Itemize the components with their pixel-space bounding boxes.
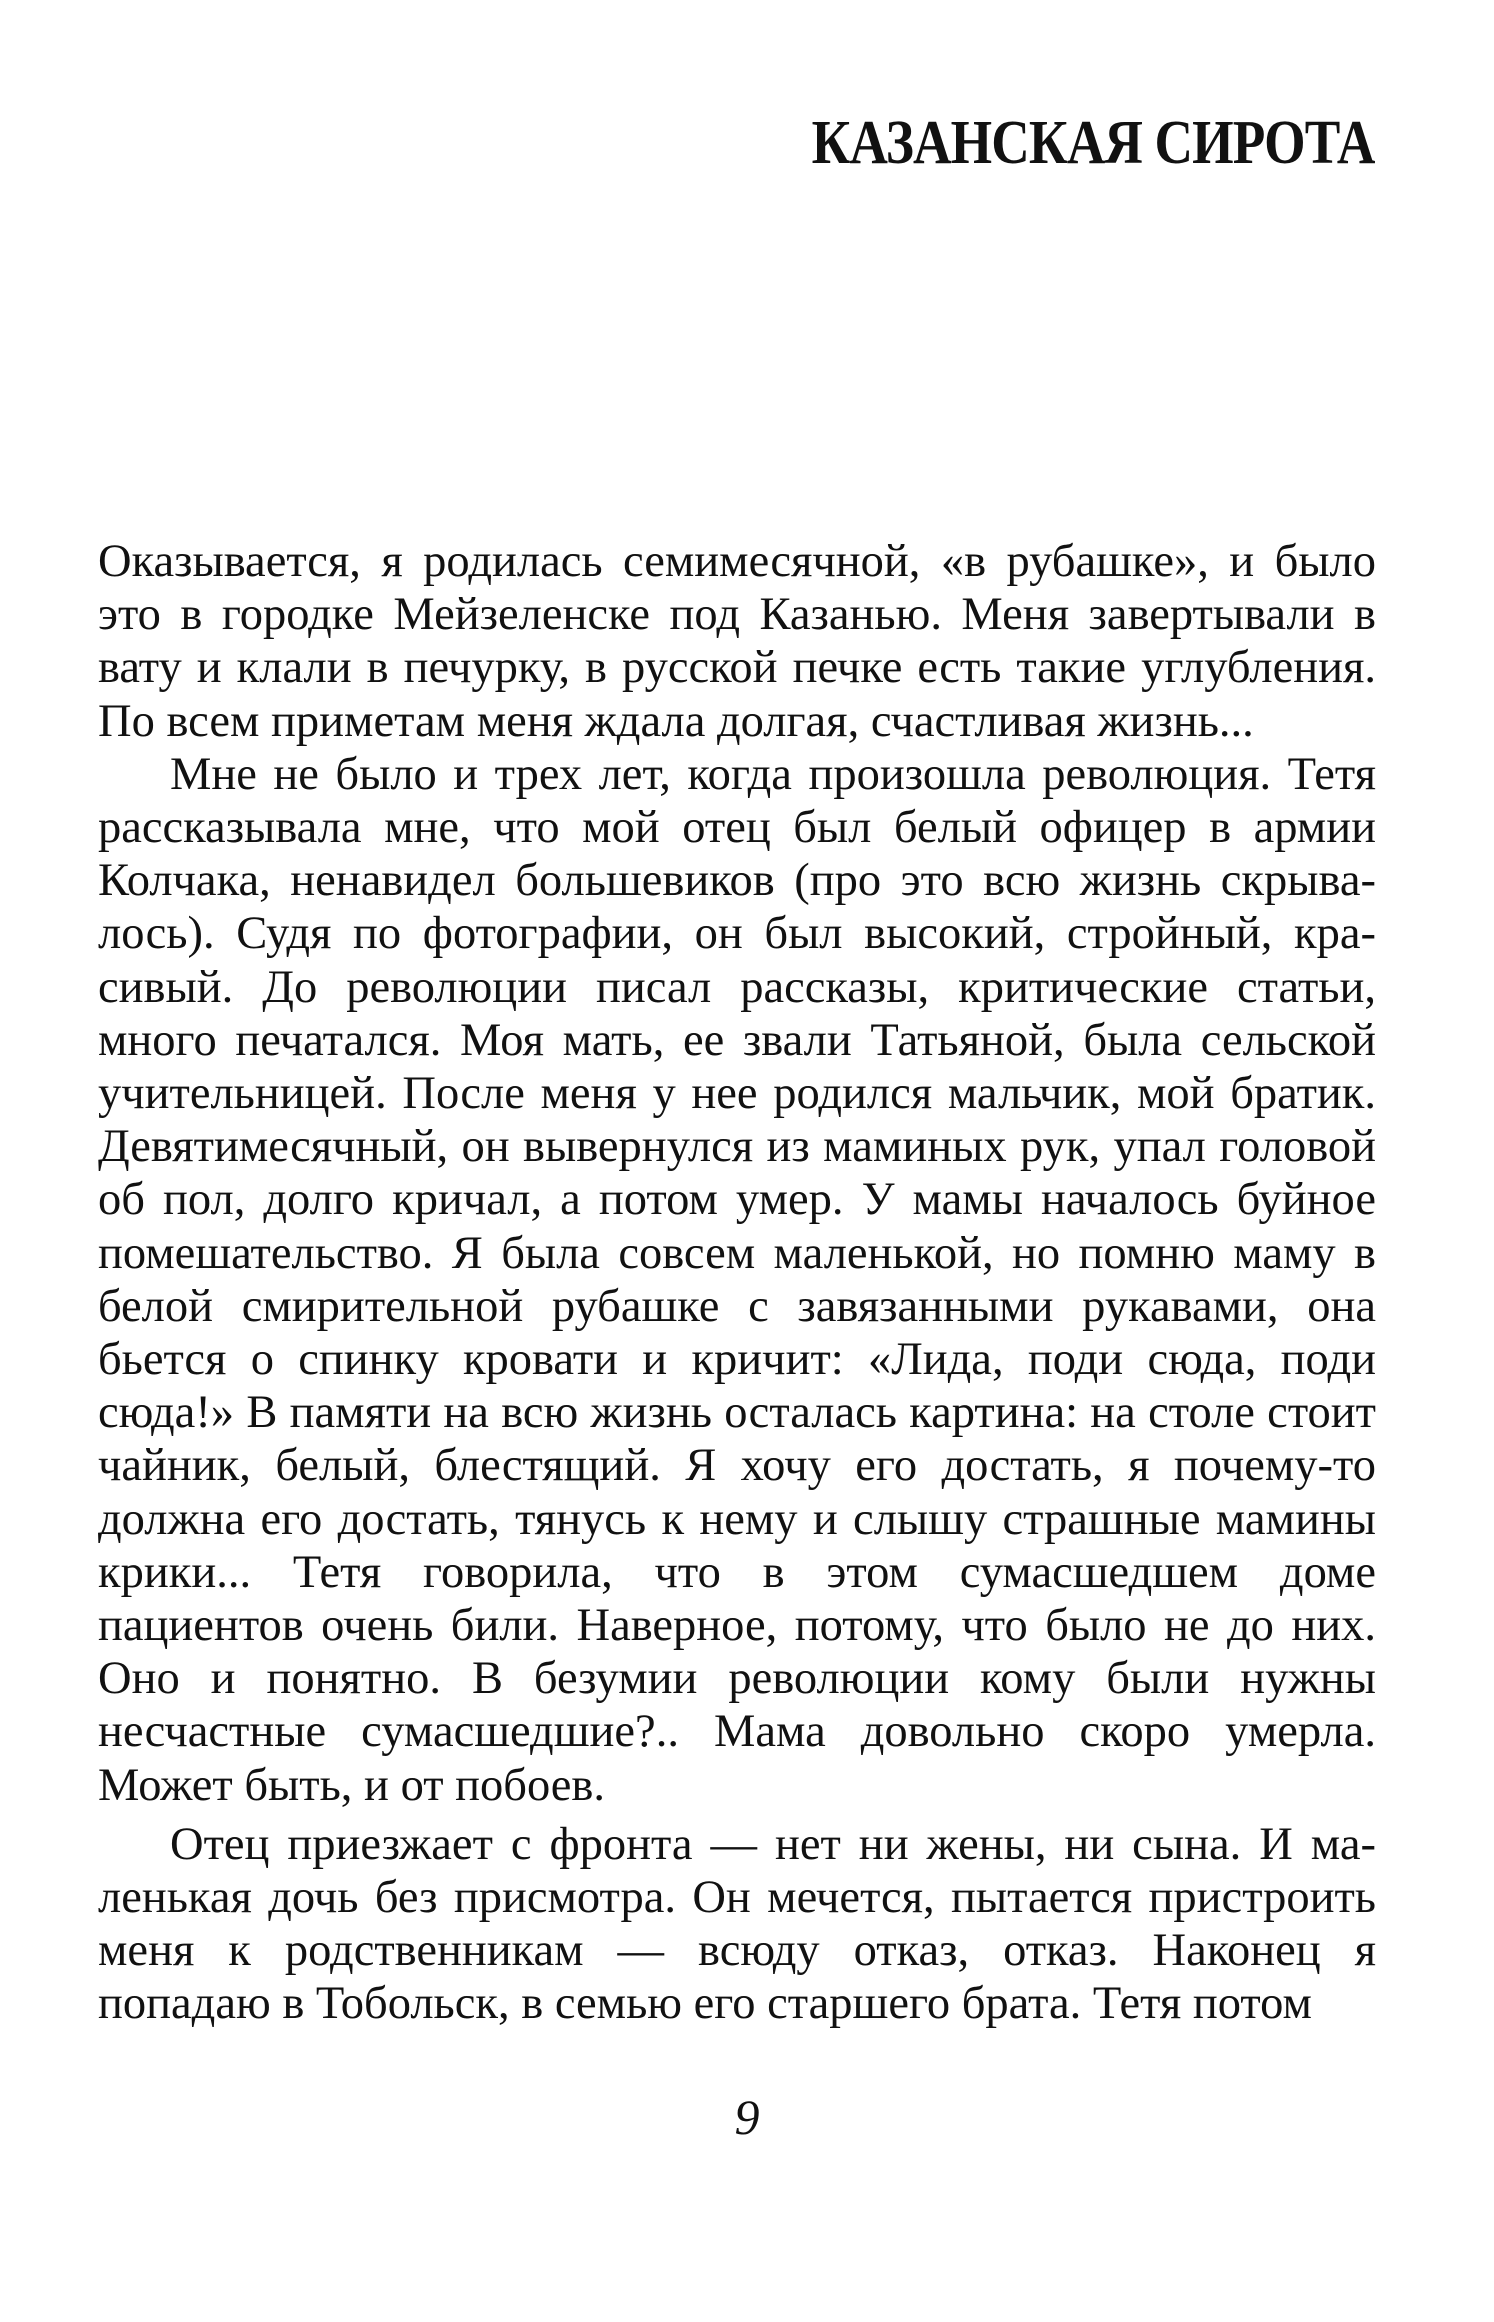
paragraph-3: Отец приезжает с фронта — нет ни жены, ни сына. И маленькая дочь без присмотра. Он мечется, пытается пристроить меня к родственникам — всюду отказ, отказ. Наконец я попадаю в Тобольск, в семью его старшего брата. Тетя потом bbox=[98, 1818, 1376, 2030]
body-text bbox=[98, 535, 1376, 2031]
chapter-title: КАЗАНСКАЯ СИРОТА bbox=[811, 109, 1374, 177]
paragraph-1: Оказывается, я родилась семимесячной, «в рубашке», и было это в городке Мейзеленске под Казанью. Меня завертывали в вату и клали в печурку, в русской печке есть такие углубления. По всем приметам меня ждала долгая, счастливая жизнь... bbox=[98, 536, 1376, 747]
page-number: 9 bbox=[734, 2089, 760, 2145]
paragraph-2: Мне не было и трех лет, когда произошла революция. Тетя рассказывала мне, что мой отец был белый офицер в армии Колчака, ненавидел большевиков (про это всю жизнь скрывалось). Судя по фотографии, он был высокий, стройный, красивый. До революции писал рассказы, критические статьи, много печатался. Моя мать, ее звали Татьяной, была сельской учительницей. После меня у нее родился мальчик, мой братик. Девятимесячный, он вывернулся из маминых рук, упал головой об пол, долго кричал, а потом умер. У мамы началось буйное помешательство. Я была совсем маленькой, но помню маму в белой смирительной рубашке с завязанными рукавами, она бьется о спинку кровати и кричит: «Лида, поди сюда, поди сюда!» В памяти на всю жизнь осталась картина: на столе стоит чайник, белый, блестящий. Я хочу его достать, я почему-то должна его достать, тянусь к нему и слышу страшные мамины крики... Тетя говорила, что в этом сумасшедшем доме пациентов очень били. Наверное, потому, что было не до них. Оно и понятно. В безумии революции кому были нужны несчастные сумасшедшие?.. Мама довольно скоро умерла. Может быть, и от побоев. bbox=[98, 748, 1376, 1811]
